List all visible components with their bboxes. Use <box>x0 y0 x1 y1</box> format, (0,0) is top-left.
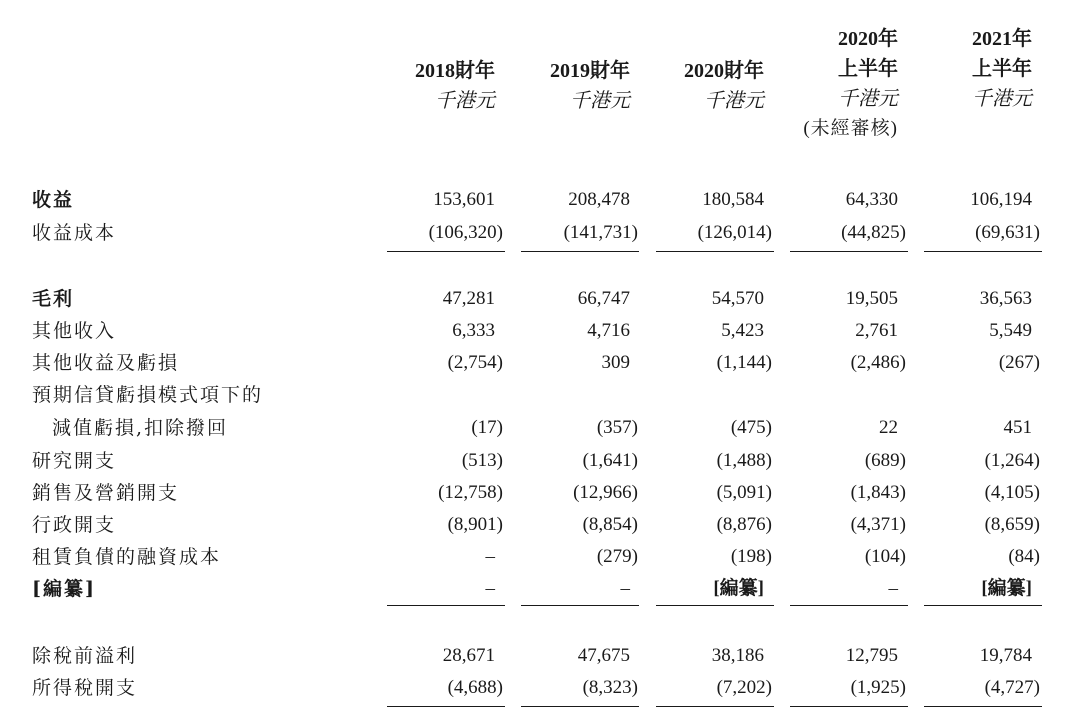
table-cell: (8,854) <box>582 514 638 535</box>
subtotal-rule <box>790 706 908 707</box>
subtotal-rule <box>924 706 1042 707</box>
subtotal-rule <box>656 605 774 606</box>
row-label: [編纂] <box>32 578 96 600</box>
subtotal-rule <box>924 605 1042 606</box>
table-cell: – <box>485 578 495 599</box>
table-cell: (84) <box>1008 546 1040 567</box>
column-year: 2021年 <box>972 28 1032 50</box>
table-cell: (1,144) <box>716 352 772 373</box>
table-cell: (8,901) <box>447 514 503 535</box>
table-row-other-income <box>0 315 1080 347</box>
row-label: 所得稅開支 <box>32 677 138 699</box>
table-row-other-gains-losses <box>0 347 1080 379</box>
subtotal-rule <box>521 605 639 606</box>
row-label: 其他收入 <box>32 320 117 342</box>
column-period: 上半年 <box>838 58 898 80</box>
row-label: 其他收益及虧損 <box>32 352 180 374</box>
column-unit: 千港元 <box>704 90 764 112</box>
column-year: 2019財年 <box>550 60 630 82</box>
table-row-income-tax <box>0 672 1080 704</box>
table-cell: 12,795 <box>845 645 898 666</box>
table-cell: 6,333 <box>452 320 495 341</box>
table-cell: 66,747 <box>577 288 630 309</box>
table-cell: (2,754) <box>447 352 503 373</box>
table-row-impairment <box>0 412 1080 444</box>
table-cell: (4,688) <box>447 677 503 698</box>
table-cell: (44,825) <box>841 222 906 243</box>
table-cell: (198) <box>730 546 772 567</box>
table-cell: (69,631) <box>975 222 1040 243</box>
row-label: 行政開支 <box>32 514 117 536</box>
column-period: 上半年 <box>972 58 1032 80</box>
row-label: 收益成本 <box>32 222 117 244</box>
column-unit: 千港元 <box>838 88 898 110</box>
column-note-unaudited: (未經審核) <box>803 118 898 139</box>
table-cell: 28,671 <box>442 645 495 666</box>
table-cell: 2,761 <box>855 320 898 341</box>
table-cell: (267) <box>998 352 1040 373</box>
table-cell: (4,371) <box>850 514 906 535</box>
table-row-gross-profit <box>0 283 1080 315</box>
table-cell: (8,323) <box>582 677 638 698</box>
subtotal-rule <box>656 706 774 707</box>
column-header-2018 <box>415 56 495 116</box>
row-label: 除稅前溢利 <box>32 645 138 667</box>
table-cell: (17) <box>471 417 503 438</box>
table-cell: (1,641) <box>582 450 638 471</box>
table-cell: 47,675 <box>577 645 630 666</box>
table-cell: (141,731) <box>563 222 638 243</box>
subtotal-rule <box>387 706 505 707</box>
table-row-revenue <box>0 184 1080 216</box>
row-label: 預期信貸虧損模式項下的 <box>32 384 264 406</box>
table-cell: 208,478 <box>568 189 630 210</box>
table-cell: (279) <box>596 546 638 567</box>
table-cell: (1,843) <box>850 482 906 503</box>
table-cell: 54,570 <box>711 288 764 309</box>
table-cell: 5,423 <box>721 320 764 341</box>
table-cell: [編纂] <box>713 578 764 599</box>
table-cell: (357) <box>596 417 638 438</box>
table-row-redacted <box>0 573 1080 605</box>
column-unit: 千港元 <box>972 88 1032 110</box>
table-cell: (513) <box>461 450 503 471</box>
table-cell: 19,784 <box>979 645 1032 666</box>
table-cell: 309 <box>601 352 630 373</box>
row-label: 毛利 <box>32 288 75 310</box>
column-header-2020 <box>684 56 764 116</box>
table-cell: – <box>485 546 495 567</box>
table-cell: (475) <box>730 417 772 438</box>
row-label: 銷售及營銷開支 <box>32 482 180 504</box>
table-cell: 36,563 <box>979 288 1032 309</box>
column-header-2019 <box>550 56 630 116</box>
subtotal-rule <box>790 251 908 252</box>
subtotal-rule <box>656 251 774 252</box>
table-cell: (8,659) <box>984 514 1040 535</box>
table-cell: 153,601 <box>433 189 495 210</box>
table-row-cost-of-revenue <box>0 217 1080 249</box>
table-cell: 451 <box>1003 417 1032 438</box>
column-header-2021-h1 <box>972 24 1032 114</box>
table-cell: (2,486) <box>850 352 906 373</box>
table-cell: (4,727) <box>984 677 1040 698</box>
table-cell: (12,758) <box>438 482 503 503</box>
row-label: 研究開支 <box>32 450 117 472</box>
subtotal-rule <box>521 251 639 252</box>
row-label: 減值虧損,扣除撥回 <box>52 417 229 439</box>
table-cell: 22 <box>879 417 898 438</box>
table-cell: 180,584 <box>702 189 764 210</box>
subtotal-rule <box>790 605 908 606</box>
table-cell: (12,966) <box>573 482 638 503</box>
column-year: 2018財年 <box>415 60 495 82</box>
column-header-2020-h1 <box>803 24 898 144</box>
table-cell: 106,194 <box>970 189 1032 210</box>
subtotal-rule <box>387 605 505 606</box>
table-cell: 64,330 <box>845 189 898 210</box>
column-unit: 千港元 <box>435 90 495 112</box>
column-year: 2020財年 <box>684 60 764 82</box>
table-cell: (126,014) <box>697 222 772 243</box>
table-cell: (7,202) <box>716 677 772 698</box>
table-row-profit-before-tax <box>0 640 1080 672</box>
table-cell: – <box>888 578 898 599</box>
subtotal-rule <box>387 251 505 252</box>
table-cell: 19,505 <box>845 288 898 309</box>
table-cell: (8,876) <box>716 514 772 535</box>
table-cell: (5,091) <box>716 482 772 503</box>
table-row-admin-expenses <box>0 509 1080 541</box>
subtotal-rule <box>521 706 639 707</box>
table-row-research-expenses <box>0 445 1080 477</box>
table-cell: (104) <box>864 546 906 567</box>
table-row-selling-expenses <box>0 477 1080 509</box>
table-cell: (1,925) <box>850 677 906 698</box>
table-cell: 47,281 <box>442 288 495 309</box>
table-cell: 38,186 <box>711 645 764 666</box>
row-label: 收益 <box>32 189 75 211</box>
table-row-lease-finance-costs <box>0 541 1080 573</box>
table-cell: (689) <box>864 450 906 471</box>
subtotal-rule <box>924 251 1042 252</box>
table-cell: [編纂] <box>981 578 1032 599</box>
table-cell: (4,105) <box>984 482 1040 503</box>
table-cell: 5,549 <box>989 320 1032 341</box>
table-row-ecl-heading <box>0 379 1080 411</box>
table-cell: (1,264) <box>984 450 1040 471</box>
table-cell: 4,716 <box>587 320 630 341</box>
column-unit: 千港元 <box>570 90 630 112</box>
table-cell: (1,488) <box>716 450 772 471</box>
table-cell: (106,320) <box>428 222 503 243</box>
row-label: 租賃負債的融資成本 <box>32 546 222 568</box>
table-cell: – <box>620 578 630 599</box>
column-year: 2020年 <box>838 28 898 50</box>
